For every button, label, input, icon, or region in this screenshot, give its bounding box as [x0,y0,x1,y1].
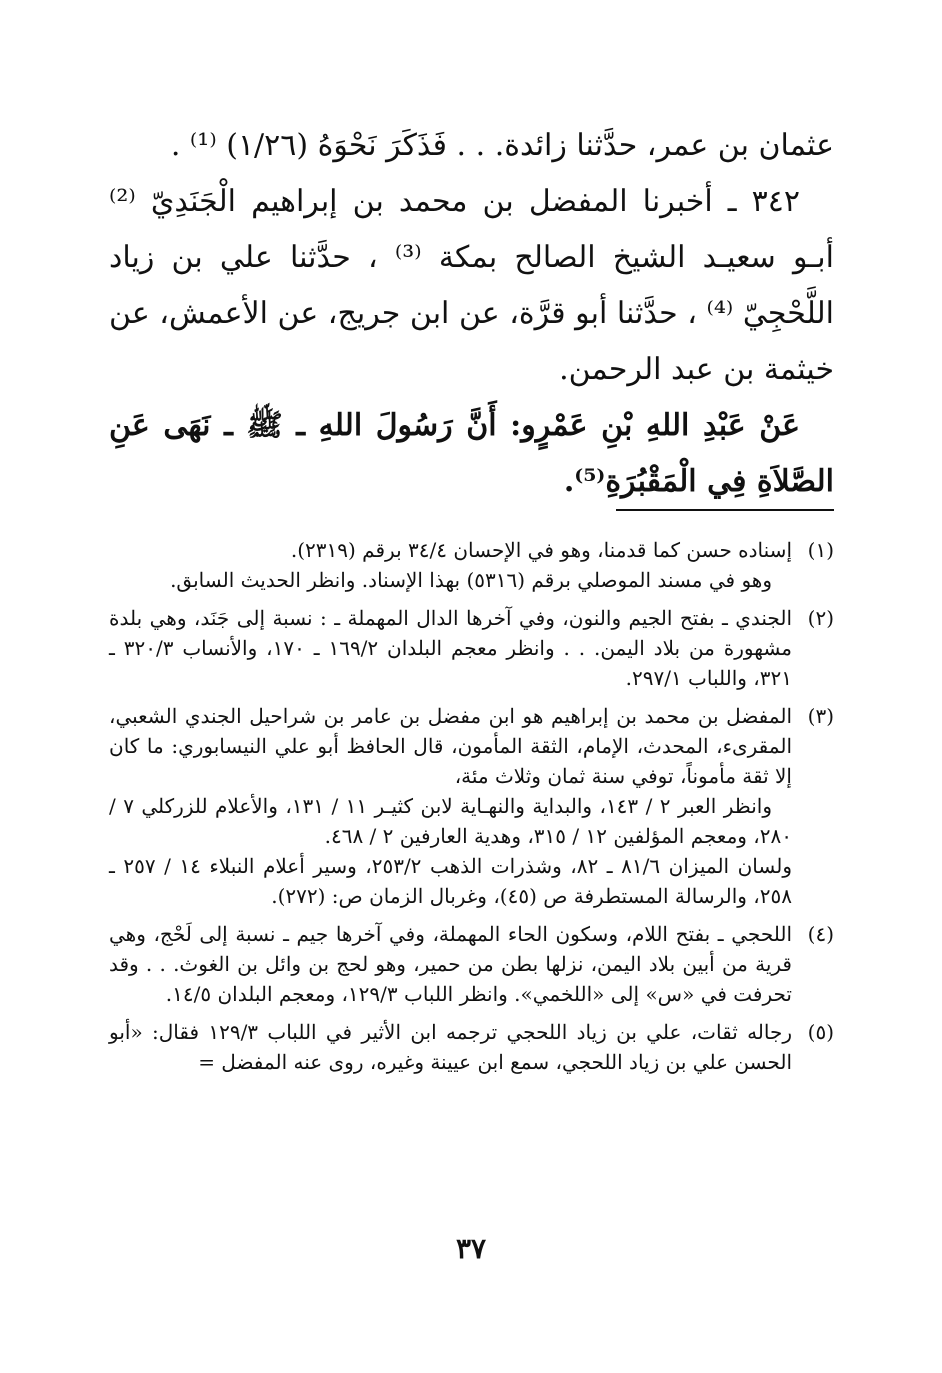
footnote-number: (٣) [807,704,834,728]
hadith-text: عَنْ عَبْدِ اللهِ بْنِ عَمْرٍو: أَنَّ رَسُولَ اللهِ ـ ﷺ ـ نَهَى عَنِ الصَّلاَةِ فِي الْمَقْبُرَةِ⁽⁵⁾. [109,408,834,499]
footnote-paragraph: وهو في مسند الموصلي برقم (٥٣١٦) بهذا الإسناد. وانظر الحديث السابق. [170,568,772,592]
footnote-paragraph: رجاله ثقات، علي بن زياد اللحجي ترجمه ابن الأثير في اللباب ١٢٩/٣ فقال: «أبو الحسن علي بن زياد اللحجي، سمع ابن عيينة وغيره، روى عنه المفضل = [109,1020,792,1074]
footnote-1 [109,535,834,595]
footnote-number: (٤) [807,922,834,946]
footnote-paragraph: المفضل بن محمد بن إبراهيم هو ابن مفضل بن عامر بن شراحيل الجندي الشعبي، المقرىء، المحدث، الإمام، الثقة المأمون، قال الحافظ أبو علي النيسابوري: ما كان إلا ثقة مأموناً، توفي سنة ثمان وثلاث مئة، [109,704,792,788]
main-text [109,118,834,510]
footnote-5 [109,1017,834,1077]
footnote-paragraph: الجندي ـ بفتح الجيم والنون، وفي آخرها الدال المهملة ـ : نسبة إلى جَنَد، وهي بلدة مشهورة من بلاد اليمن. . . وانظر معجم البلدان ١٦٩/٢ ـ ١٧٠، والأنساب ٣٢٠/٣ ـ ٣٢١، واللباب ٢٩٧/١. [109,606,793,690]
footnote-4 [109,919,834,1009]
footnote-paragraph: اللحجي ـ بفتح اللام، وسكون الحاء المهملة، وفي آخرها جيم ـ نسبة إلى لَحْج، وهي قرية من أبين بلاد اليمن، نزلها بطن من حمير، وهو لحج بن وائل بن الغوث. . . وقد تحرفت في «س» إلى «اللخمي». وانظر اللباب ١٢٩/٣، ومعجم البلدان ١٤/٥. [109,922,792,1006]
footnote-3 [109,701,834,911]
footnote-2 [109,603,834,693]
footnotes [109,535,834,1085]
footnote-paragraph: ولسان الميزان ٨١/٦ ـ ٨٢، وشذرات الذهب ٢٥٣/٢، وسير أعلام النبلاء ١٤ / ٢٥٧ ـ ٢٥٨، والرسالة المستطرفة ص (٤٥)، وغربال الزمان ص: (٢٧٢). [109,854,792,908]
footnote-paragraph: وانظر العبر ٢ / ١٤٣، والبداية والنهـاية لابن كثيـر ١١ / ١٣١، والأعلام للزركلي ٧ / ٢٨٠، ومعجم المؤلفين ١٢ / ٣١٥، وهدية العارفين ٢ / ٤٦٨. [109,794,792,848]
footnote-separator [616,509,834,511]
footnote-number: (١) [807,538,834,562]
footnote-paragraph: إسناده حسن كما قدمنا، وهو في الإحسان ٣٤/٤ برقم (٢٣١٩). [290,538,792,562]
footnote-number: (٢) [807,606,834,630]
page-number: ٣٧ [455,1232,487,1265]
main-line-1: عثمان بن عمر، حدَّثنا زائدة. . . فَذَكَرَ نَحْوَهُ (١/٢٦) ⁽¹⁾ . [170,128,834,163]
hadith-chain: ٣٤٢ ـ أخبرنا المفضل بن محمد بن إبراهيم الْجَنَدِيّ ⁽²⁾ أبـو سعيـد الشيخ الصالح بمكة ⁽³⁾ ، حدَّثنا علي بن زياد اللَّحْجِيّ ⁽⁴⁾ ، حدَّثنا أبو قرَّة، عن ابن جريج، عن الأعمش، عن خيثمة بن عبد الرحمن. [109,184,834,387]
footnote-number: (٥) [807,1020,834,1044]
